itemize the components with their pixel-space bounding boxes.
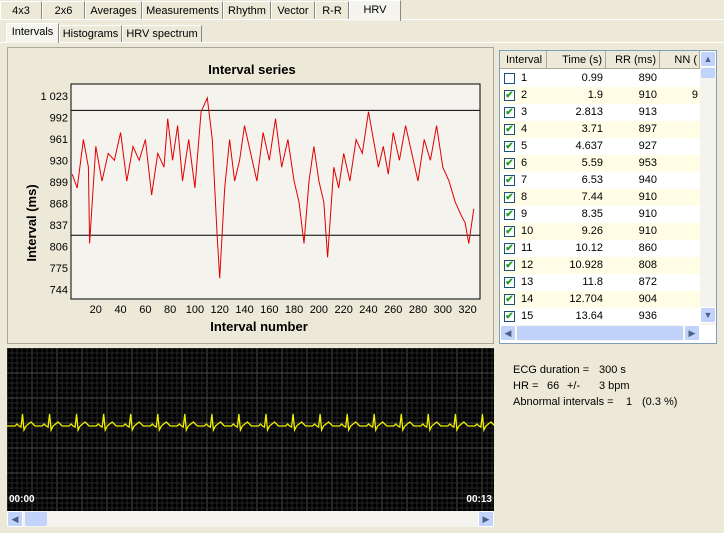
- cell-time: 12.704: [569, 293, 603, 305]
- row-checkbox[interactable]: [504, 73, 515, 84]
- cell-interval: 2: [521, 89, 528, 101]
- hr-label: HR =: [513, 380, 539, 392]
- row-checkbox[interactable]: ✔: [505, 90, 514, 101]
- x-tick-label: 260: [384, 304, 403, 316]
- cell-interval: 11: [521, 242, 533, 254]
- ecg-trace-canvas: [7, 348, 494, 511]
- cell-rr: 904: [638, 293, 657, 305]
- cell-interval: 1: [521, 72, 528, 84]
- subtab-line: [0, 42, 724, 43]
- scroll-thumb[interactable]: [701, 68, 715, 78]
- x-tick-label: 160: [260, 304, 279, 316]
- cell-interval: 7: [521, 174, 528, 186]
- cell-time: 11.8: [582, 276, 603, 288]
- y-tick-label: 806: [49, 241, 68, 254]
- tab-vector[interactable]: Vector: [271, 1, 315, 19]
- y-tick-label: 868: [49, 198, 68, 211]
- x-tick-label: 120: [210, 304, 229, 316]
- row-checkbox[interactable]: ✔: [505, 124, 514, 135]
- row-checkbox[interactable]: ✔: [505, 158, 514, 169]
- table-row[interactable]: [500, 223, 700, 240]
- table-horizontal-scrollbar[interactable]: [500, 325, 700, 341]
- table-vertical-scrollbar[interactable]: [700, 51, 716, 325]
- row-checkbox[interactable]: ✔: [505, 311, 514, 322]
- tab-4x3[interactable]: 4x3: [0, 1, 42, 19]
- x-tick-label: 220: [334, 304, 353, 316]
- col-header-time[interactable]: Time (s): [547, 51, 606, 69]
- cell-time: 1.9: [587, 89, 603, 101]
- cell-rr: 910: [638, 191, 657, 203]
- tab-hrv[interactable]: HRV: [349, 0, 401, 21]
- cell-rr: 860: [638, 242, 657, 254]
- chart-panel: [7, 47, 494, 344]
- scroll-down-button[interactable]: ▼: [700, 307, 716, 323]
- y-tick-label: 744: [49, 284, 68, 297]
- x-tick-label: 200: [309, 304, 329, 316]
- cell-nn: 9: [691, 89, 698, 101]
- ecg-scroll-right-button[interactable]: ▶: [478, 511, 494, 527]
- y-tick-label: 1 023: [40, 90, 68, 103]
- row-checkbox[interactable]: ✔: [505, 260, 514, 271]
- x-tick-label: 20: [89, 304, 102, 316]
- ecg-time-end: 00:13: [466, 494, 492, 505]
- cell-rr: 910: [638, 89, 657, 101]
- cell-time: 10.12: [575, 242, 603, 254]
- y-axis-label: Interval (ms): [24, 184, 39, 262]
- chart-title: Interval series: [208, 62, 296, 77]
- tab-hrv-spectrum[interactable]: HRV spectrum: [122, 25, 202, 42]
- cell-rr: 910: [638, 225, 657, 237]
- hr-value: 66: [547, 380, 560, 392]
- row-checkbox[interactable]: ✔: [505, 107, 514, 118]
- interval-series-chart: [8, 48, 493, 343]
- cell-time: 0.99: [581, 72, 603, 84]
- table-row[interactable]: [500, 104, 700, 121]
- interval-table[interactable]: [499, 50, 717, 344]
- cell-rr: 913: [638, 106, 657, 118]
- cell-rr: 910: [638, 208, 657, 220]
- cell-time: 7.44: [581, 191, 603, 203]
- row-checkbox[interactable]: ✔: [505, 175, 514, 186]
- cell-rr: 897: [638, 123, 657, 135]
- cell-time: 6.53: [581, 174, 603, 186]
- abnormal-intervals-value: 1: [626, 396, 633, 408]
- cell-time: 8.35: [581, 208, 603, 220]
- ecg-time-start: 00:00: [9, 494, 35, 505]
- cell-rr: 890: [638, 72, 657, 84]
- row-checkbox[interactable]: ✔: [505, 141, 514, 152]
- x-tick-label: 60: [139, 304, 152, 316]
- hr-plusminus: +/-: [567, 380, 581, 392]
- scroll-up-button[interactable]: ▲: [700, 51, 716, 67]
- row-checkbox[interactable]: ✔: [505, 209, 514, 220]
- plot-area: [71, 84, 480, 299]
- abnormal-intervals-pct: (0.3 %): [642, 396, 678, 408]
- cell-rr: 940: [638, 174, 657, 186]
- x-tick-label: 140: [235, 304, 254, 316]
- table-row[interactable]: [500, 257, 700, 274]
- ecg-scroll-thumb[interactable]: [25, 512, 47, 526]
- col-header-rr[interactable]: RR (ms): [606, 51, 660, 69]
- x-tick-label: 240: [359, 304, 378, 316]
- cell-time: 2.813: [575, 106, 603, 118]
- table-row[interactable]: [500, 172, 700, 189]
- cell-interval: 4: [521, 123, 528, 135]
- cell-rr: 808: [638, 259, 657, 271]
- x-tick-label: 40: [114, 304, 127, 316]
- table-row[interactable]: [500, 189, 700, 206]
- table-row[interactable]: [500, 155, 700, 172]
- hr-sd: 3 bpm: [599, 380, 630, 392]
- cell-interval: 6: [521, 157, 528, 169]
- cell-rr: 927: [638, 140, 657, 152]
- x-tick-label: 320: [458, 304, 477, 316]
- cell-time: 3.71: [581, 123, 603, 135]
- table-row[interactable]: [500, 70, 700, 87]
- row-checkbox[interactable]: ✔: [505, 226, 514, 237]
- table-row[interactable]: [500, 121, 700, 138]
- row-checkbox[interactable]: ✔: [505, 294, 514, 305]
- table-row[interactable]: [500, 87, 700, 104]
- cell-interval: 5: [521, 140, 528, 152]
- scroll-right-button[interactable]: ▶: [684, 325, 700, 341]
- cell-interval: 3: [521, 106, 528, 118]
- cell-interval: 8: [521, 191, 528, 203]
- row-checkbox[interactable]: ✔: [505, 243, 514, 254]
- abnormal-intervals-label: Abnormal intervals =: [513, 396, 614, 408]
- tab-2x6[interactable]: 2x6: [42, 1, 85, 19]
- y-tick-label: 899: [49, 176, 68, 189]
- hscroll-thumb[interactable]: [517, 326, 683, 340]
- cell-rr: 936: [638, 310, 657, 322]
- tab-intervals[interactable]: Intervals: [6, 23, 59, 43]
- x-tick-label: 100: [185, 304, 205, 316]
- y-tick-label: 992: [49, 112, 68, 125]
- ecg-strip: [7, 348, 494, 511]
- cell-interval: 13: [521, 276, 534, 288]
- table-row[interactable]: [500, 206, 700, 223]
- table-row[interactable]: [500, 138, 700, 155]
- cell-interval: 10: [521, 225, 534, 237]
- cell-time: 10.928: [569, 259, 603, 271]
- y-tick-label: 775: [49, 262, 68, 275]
- cell-interval: 12: [521, 259, 534, 271]
- x-tick-label: 180: [284, 304, 304, 316]
- ecg-duration-value: 300 s: [599, 364, 626, 376]
- cell-time: 13.64: [575, 310, 603, 322]
- cell-interval: 15: [521, 310, 534, 322]
- tab-r-r[interactable]: R-R: [315, 1, 349, 19]
- table-row[interactable]: [500, 291, 700, 308]
- x-tick-label: 280: [408, 304, 428, 316]
- ecg-scroll-left-button[interactable]: ◀: [7, 511, 23, 527]
- cell-time: 4.637: [575, 140, 603, 152]
- cell-interval: 9: [521, 208, 528, 220]
- table-row[interactable]: [500, 240, 700, 257]
- cell-time: 9.26: [581, 225, 603, 237]
- table-row[interactable]: [500, 308, 700, 325]
- table-row[interactable]: [500, 274, 700, 291]
- x-axis-label: Interval number: [210, 319, 308, 334]
- ecg-scrollbar[interactable]: [7, 511, 494, 527]
- tab-rhythm[interactable]: Rhythm: [223, 1, 271, 19]
- row-checkbox[interactable]: ✔: [505, 192, 514, 203]
- x-tick-label: 300: [433, 304, 452, 316]
- y-tick-label: 930: [49, 155, 68, 168]
- x-tick-label: 80: [164, 304, 177, 316]
- row-checkbox[interactable]: ✔: [505, 277, 514, 288]
- ecg-duration-label: ECG duration =: [513, 364, 590, 376]
- cell-interval: 14: [521, 293, 534, 305]
- cell-rr: 953: [638, 157, 657, 169]
- y-tick-label: 837: [49, 219, 68, 232]
- tab-measurements[interactable]: Measurements: [142, 1, 223, 19]
- y-tick-label: 961: [49, 133, 68, 146]
- cell-time: 5.59: [581, 157, 603, 169]
- scroll-left-button[interactable]: ◀: [500, 325, 516, 341]
- col-header-nn[interactable]: NN (: [660, 51, 700, 69]
- col-header-interval[interactable]: Interval: [500, 51, 547, 69]
- tab-histograms[interactable]: Histograms: [59, 25, 122, 42]
- tab-averages[interactable]: Averages: [85, 1, 142, 19]
- cell-rr: 872: [638, 276, 657, 288]
